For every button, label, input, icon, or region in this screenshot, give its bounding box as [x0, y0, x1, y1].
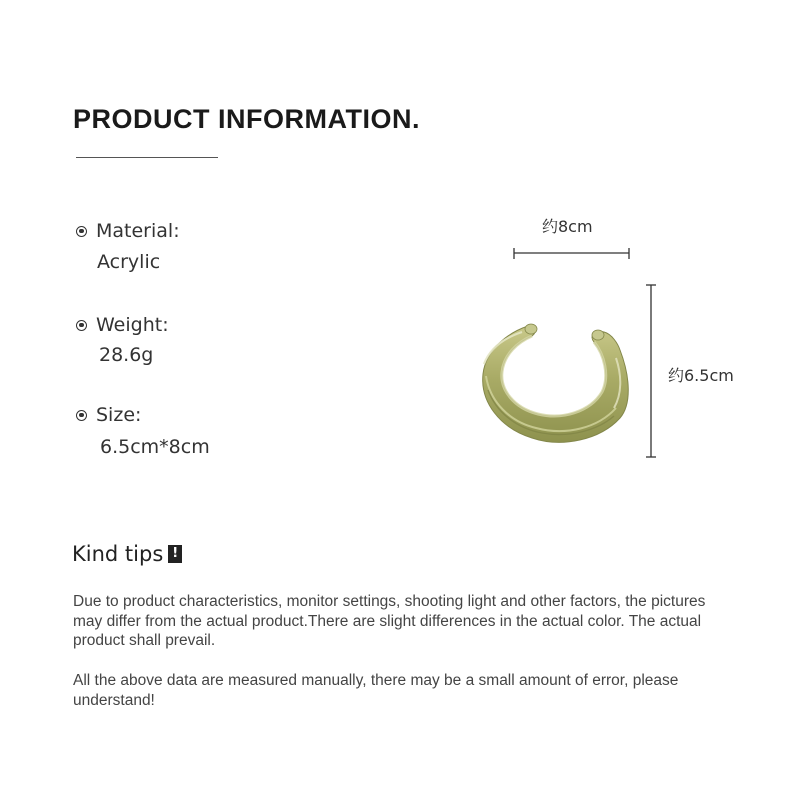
spec-value-size: 6.5cm*8cm: [100, 436, 210, 458]
spec-label-text: Weight:: [96, 314, 169, 336]
tips-paragraph-disclaimer: Due to product characteristics, monitor settings, shooting light and other factors, the pictures may differ from the actual product.There are slight differences in the actual color. The actual product shall prevail.: [73, 593, 706, 649]
kind-tips-heading-text: Kind tips: [72, 542, 164, 566]
width-dimension-label: 约8cm: [542, 217, 593, 236]
spec-label-text: Material:: [96, 220, 180, 242]
bangle-image: [470, 310, 640, 470]
spec-label-text: Size:: [96, 404, 142, 426]
spec-value-weight: 28.6g: [99, 344, 154, 366]
tips-paragraph-measurement: All the above data are measured manually, there may be a small amount of error, please understand!: [73, 672, 679, 709]
height-dimension-label: 约6.5cm: [668, 366, 734, 385]
spec-value-material: Acrylic: [97, 251, 161, 273]
exclamation-icon: !: [168, 545, 182, 563]
kind-tips-heading: [72, 542, 182, 566]
page-title: PRODUCT INFORMATION.: [73, 104, 420, 134]
